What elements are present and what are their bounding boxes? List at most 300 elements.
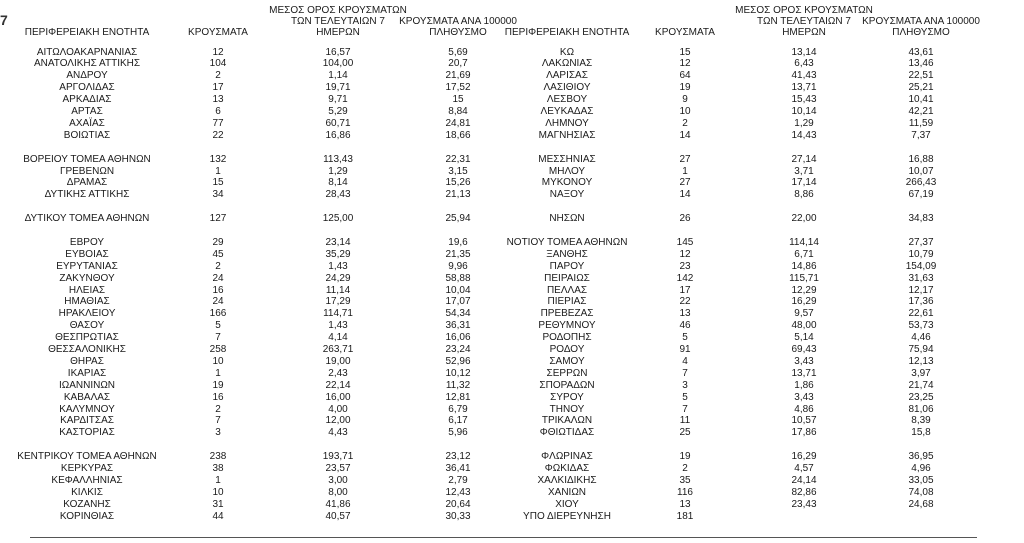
left-row-26-col-0: ΚΑΒΑΛΑΣ <box>63 391 111 403</box>
right-row-17-col-0: ΠΕΛΛΑΣ <box>546 284 588 296</box>
left-row-3-col-1: 17 <box>212 82 224 94</box>
right-row-14-col-1: 12 <box>679 248 691 260</box>
left-row-30-col-3: 23,12 <box>445 451 471 463</box>
right-row-16-col-3: 31,63 <box>908 272 934 284</box>
right-row-9-col-0: ΜΗΛΟΥ <box>548 165 586 177</box>
right-row-15-col-1: 23 <box>679 260 691 272</box>
right-row-21-col-2: 5,14 <box>794 332 814 344</box>
right-row-35-col-0: ΥΠΟ ΔΙΕΡΕΥΝΗΣΗ <box>523 510 611 522</box>
left-row-9-col-1: 1 <box>215 165 221 177</box>
left-row-14-col-0: ΕΥΒΟΙΑΣ <box>65 248 109 260</box>
right-row-17-col-1: 17 <box>679 284 691 296</box>
right-row-18-col-3: 17,36 <box>908 296 934 308</box>
right-row-28-col-3: 8,39 <box>911 415 931 427</box>
right-row-5-col-2: 10,14 <box>791 106 817 117</box>
right-row-5-col-3: 42,21 <box>908 106 934 117</box>
right-row-33-col-2: 82,86 <box>791 486 817 498</box>
left-row-5-col-2: 5,29 <box>328 106 348 117</box>
right-row-27-col-0: ΤΗΝΟΥ <box>549 403 585 415</box>
left-row-16-col-3: 58,88 <box>445 272 471 284</box>
right-header-col-0 <box>505 27 629 38</box>
right-row-17-col-3: 12,17 <box>908 284 934 296</box>
left-row-20-col-0: ΘΑΣΟΥ <box>69 320 105 332</box>
left-row-18-col-2: 17,29 <box>325 296 351 308</box>
left-row-32-col-0: ΚΕΦΑΛΛΗΝΙΑΣ <box>51 474 123 486</box>
right-row-4-col-3: 10,41 <box>908 94 934 106</box>
left-header-col-2-line-1: ΤΩΝ ΤΕΛΕΥΤΑΙΩΝ 7 <box>291 16 385 27</box>
left-row-15-col-3: 9,96 <box>448 260 468 272</box>
left-row-8-col-2: 113,43 <box>323 153 353 165</box>
right-row-28-col-1: 11 <box>679 415 691 427</box>
left-row-11-col-0: ΔΥΤΙΚΗΣ ΑΤΤΙΚΗΣ <box>44 189 130 201</box>
left-row-34-col-1: 31 <box>212 498 224 510</box>
right-row-31-col-0: ΦΩΚΙΔΑΣ <box>544 463 590 474</box>
right-row-28-col-2: 10,57 <box>791 415 817 427</box>
left-header-col-3-line-0: ΚΡΟΥΣΜΑΤΑ ΑΝΑ 100000 <box>399 16 517 27</box>
right-row-16-col-2: 115,71 <box>789 272 819 284</box>
right-row-16-col-0: ΠΕΙΡΑΙΩΣ <box>544 272 590 284</box>
left-row-31-col-3: 36,41 <box>445 463 471 474</box>
right-row-17-col-2: 12,29 <box>791 284 817 296</box>
left-row-9-col-2: 1,29 <box>328 165 348 177</box>
left-row-15-col-1: 2 <box>215 260 221 272</box>
left-row-27-col-0: ΚΑΛΥΜΝΟΥ <box>59 403 115 415</box>
right-row-33-col-3: 74,08 <box>908 486 934 498</box>
left-row-12-col-3: 25,94 <box>445 213 471 225</box>
left-row-10-col-1: 15 <box>212 177 224 189</box>
right-row-15-col-3: 154,09 <box>905 260 937 272</box>
right-row-29-col-0: ΦΘΙΩΤΙΔΑΣ <box>539 427 595 439</box>
right-row-31-col-2: 4,57 <box>794 463 814 474</box>
left-header-col-0 <box>25 27 149 38</box>
right-row-21-col-3: 4,46 <box>911 332 931 344</box>
left-row-7-col-0: ΒΟΙΩΤΙΑΣ <box>63 129 111 141</box>
left-row-23-col-2: 19,00 <box>325 355 351 367</box>
left-row-11-col-1: 34 <box>212 189 224 201</box>
right-row-14-col-0: ΞΑΝΘΗΣ <box>546 248 588 260</box>
left-row-18-col-3: 17,07 <box>445 296 471 308</box>
right-row-0-col-3: 43,61 <box>908 46 934 58</box>
right-header-col-1-line-0: ΚΡΟΥΣΜΑΤΑ <box>655 27 715 38</box>
left-row-11-col-2: 28,43 <box>325 189 351 201</box>
right-header-col-1 <box>655 27 715 38</box>
right-row-15-col-2: 14,86 <box>791 260 817 272</box>
right-row-0-col-0: ΚΩ <box>559 46 575 58</box>
left-row-6-col-3: 24,81 <box>445 117 471 129</box>
left-header-col-2-line-2: ΗΜΕΡΩΝ <box>316 27 360 38</box>
right-row-23-col-3: 12,13 <box>908 355 934 367</box>
right-header-col-0-line-0: ΠΕΡΙΦΕΡΕΙΑΚΗ ΕΝΟΤΗΤΑ <box>504 27 630 38</box>
left-row-18-col-0: ΗΜΑΘΙΑΣ <box>64 296 110 308</box>
left-row-25-col-2: 22,14 <box>325 379 351 391</box>
right-row-20-col-2: 48,00 <box>791 320 817 332</box>
left-row-1-col-2: 104,00 <box>322 58 354 70</box>
left-row-29-col-0: ΚΑΣΤΟΡΙΑΣ <box>59 427 115 439</box>
right-row-30-col-2: 16,29 <box>791 451 817 463</box>
left-row-27-col-3: 6,79 <box>448 403 468 415</box>
right-row-2-col-0: ΛΑΡΙΣΑΣ <box>546 70 588 82</box>
left-row-31-col-0: ΚΕΡΚΥΡΑΣ <box>60 463 114 474</box>
left-row-4-col-0: ΑΡΚΑΔΙΑΣ <box>62 94 112 106</box>
right-row-8-col-3: 16,88 <box>908 153 934 165</box>
left-row-32-col-3: 2,79 <box>448 474 468 486</box>
left-header-col-2 <box>269 5 407 38</box>
right-row-21-col-1: 5 <box>682 332 688 344</box>
left-row-5-col-3: 8,84 <box>448 106 468 117</box>
left-row-10-col-0: ΔΡΑΜΑΣ <box>66 177 108 189</box>
left-row-10-col-2: 8,14 <box>328 177 348 189</box>
right-row-30-col-0: ΦΛΩΡΙΝΑΣ <box>541 451 593 463</box>
right-row-13-col-1: 145 <box>676 236 694 248</box>
right-row-19-col-1: 13 <box>679 308 691 320</box>
left-row-33-col-3: 12,43 <box>445 486 471 498</box>
left-row-4-col-2: 9,71 <box>328 94 348 106</box>
left-row-0-col-1: 12 <box>212 46 224 58</box>
right-row-13-col-2: 114,14 <box>789 236 819 248</box>
left-row-11-col-3: 21,13 <box>445 189 471 201</box>
right-row-30-col-1: 19 <box>679 451 691 463</box>
right-row-3-col-2: 13,71 <box>791 82 817 94</box>
left-row-35-col-2: 40,57 <box>325 510 351 522</box>
right-row-1-col-2: 6,43 <box>794 58 814 70</box>
left-row-1-col-1: 104 <box>209 58 227 70</box>
right-row-14-col-2: 6,71 <box>794 248 814 260</box>
left-row-21-col-3: 16,06 <box>445 332 471 344</box>
left-row-24-col-0: ΙΚΑΡΙΑΣ <box>67 367 107 379</box>
right-row-2-col-1: 64 <box>679 70 691 82</box>
left-row-23-col-0: ΘΗΡΑΣ <box>70 355 104 367</box>
left-row-17-col-0: ΗΛΕΙΑΣ <box>68 284 106 296</box>
left-row-19-col-2: 114,71 <box>323 308 353 320</box>
left-row-32-col-1: 1 <box>215 474 221 486</box>
left-row-16-col-0: ΖΑΚΥΝΘΟΥ <box>59 272 115 284</box>
right-row-19-col-0: ΠΡΕΒΕΖΑΣ <box>540 308 594 320</box>
left-row-14-col-2: 35,29 <box>325 248 351 260</box>
right-row-26-col-0: ΣΥΡΟΥ <box>550 391 584 403</box>
left-row-12-col-2: 125,00 <box>322 213 354 225</box>
right-row-8-col-1: 27 <box>679 153 691 165</box>
left-row-2-col-2: 1,14 <box>328 70 348 82</box>
right-row-24-col-0: ΣΕΡΡΩΝ <box>546 367 588 379</box>
left-row-28-col-3: 6,17 <box>448 415 468 427</box>
right-row-9-col-3: 10,07 <box>908 165 934 177</box>
right-row-7-col-3: 7,37 <box>911 129 931 141</box>
left-row-35-col-3: 30,33 <box>445 510 471 522</box>
right-row-33-col-0: ΧΑΝΙΩΝ <box>547 486 587 498</box>
left-row-8-col-3: 22,31 <box>445 153 471 165</box>
right-row-2-col-2: 41,43 <box>791 70 817 82</box>
left-row-27-col-1: 2 <box>215 403 221 415</box>
right-row-24-col-2: 13,71 <box>791 367 817 379</box>
right-row-12-col-1: 26 <box>679 213 691 225</box>
left-row-9-col-3: 3,15 <box>448 165 468 177</box>
right-row-18-col-0: ΠΙΕΡΙΑΣ <box>547 296 587 308</box>
right-row-4-col-1: 9 <box>682 94 688 106</box>
right-row-25-col-2: 1,86 <box>794 379 814 391</box>
right-row-35-col-1: 181 <box>676 510 694 522</box>
right-row-2-col-3: 22,51 <box>908 70 934 82</box>
right-row-32-col-1: 35 <box>679 474 691 486</box>
left-row-7-col-3: 18,66 <box>445 129 471 141</box>
right-row-5-col-0: ΛΕΥΚΑΔΑΣ <box>540 106 594 117</box>
right-row-24-col-1: 7 <box>682 367 688 379</box>
right-row-3-col-3: 25,21 <box>908 82 934 94</box>
right-row-27-col-1: 7 <box>682 403 688 415</box>
right-row-31-col-3: 4,96 <box>911 463 931 474</box>
right-row-34-col-3: 24,68 <box>908 498 934 510</box>
left-row-24-col-1: 1 <box>215 367 221 379</box>
left-row-21-col-2: 4,14 <box>328 332 348 344</box>
right-row-27-col-2: 4,86 <box>794 403 814 415</box>
right-header-col-3 <box>862 16 980 38</box>
left-row-12-col-0: ΔΥΤΙΚΟΥ ΤΟΜΕΑ ΑΘΗΝΩΝ <box>24 213 150 225</box>
left-row-20-col-2: 1,43 <box>328 320 348 332</box>
right-row-19-col-2: 9,57 <box>794 308 814 320</box>
left-row-2-col-3: 21,69 <box>445 70 471 82</box>
left-row-21-col-0: ΘΕΣΠΡΩΤΙΑΣ <box>55 332 119 344</box>
left-row-0-col-0: ΑΙΤΩΛΟΑΚΑΡΝΑΝΙΑΣ <box>36 46 138 58</box>
left-row-30-col-0: ΚΕΝΤΡΙΚΟΥ ΤΟΜΕΑ ΑΘΗΝΩΝ <box>17 451 157 463</box>
left-row-3-col-3: 17,52 <box>445 82 471 94</box>
right-row-10-col-2: 17,14 <box>791 177 817 189</box>
left-row-3-col-2: 19,71 <box>325 82 351 94</box>
right-row-24-col-3: 3,97 <box>911 367 931 379</box>
left-row-28-col-1: 7 <box>215 415 221 427</box>
right-row-32-col-0: ΧΑΛΚΙΔΙΚΗΣ <box>537 474 597 486</box>
right-row-29-col-1: 25 <box>679 427 691 439</box>
right-row-11-col-3: 67,19 <box>908 189 934 201</box>
right-row-4-col-2: 15,43 <box>791 94 817 106</box>
right-row-20-col-1: 46 <box>679 320 691 332</box>
left-row-3-col-0: ΑΡΓΟΛΙΔΑΣ <box>59 82 115 94</box>
left-row-33-col-1: 10 <box>212 486 224 498</box>
right-row-29-col-3: 15,8 <box>911 427 931 439</box>
right-row-14-col-3: 10,79 <box>908 248 934 260</box>
left-row-9-col-0: ΓΡΕΒΕΝΩΝ <box>59 165 115 177</box>
left-row-13-col-2: 23,14 <box>325 236 351 248</box>
right-row-9-col-2: 3,71 <box>794 165 814 177</box>
right-row-23-col-0: ΣΑΜΟΥ <box>549 355 585 367</box>
left-row-22-col-2: 263,71 <box>322 344 354 355</box>
left-row-19-col-0: ΗΡΑΚΛΕΙΟΥ <box>58 308 116 320</box>
left-row-2-col-1: 2 <box>215 70 221 82</box>
left-row-5-col-1: 6 <box>215 106 221 117</box>
right-header-col-2-line-1: ΤΩΝ ΤΕΛΕΥΤΑΙΩΝ 7 <box>757 16 851 27</box>
right-row-12-col-3: 34,83 <box>908 213 934 225</box>
left-row-15-col-2: 1,43 <box>328 260 348 272</box>
right-row-1-col-0: ΛΑΚΩΝΙΑΣ <box>541 58 593 70</box>
right-row-3-col-1: 19 <box>679 82 691 94</box>
right-row-34-col-2: 23,43 <box>791 498 817 510</box>
left-row-20-col-3: 36,31 <box>445 320 471 332</box>
left-row-6-col-0: ΑΧΑΪΑΣ <box>69 117 105 129</box>
left-row-35-col-1: 44 <box>212 510 224 522</box>
left-row-25-col-1: 19 <box>212 379 224 391</box>
left-row-13-col-3: 19,6 <box>448 236 468 248</box>
left-row-5-col-0: ΑΡΤΑΣ <box>71 106 103 117</box>
left-row-6-col-2: 60,71 <box>325 117 351 129</box>
right-row-33-col-1: 116 <box>677 486 693 498</box>
left-row-25-col-0: ΙΩΑΝΝΙΝΩΝ <box>58 379 116 391</box>
page-marker: 7 <box>0 12 8 28</box>
left-row-15-col-0: ΕΥΡΥΤΑΝΙΑΣ <box>56 260 118 272</box>
right-header-col-3-line-0: ΚΡΟΥΣΜΑΤΑ ΑΝΑ 100000 <box>862 16 980 27</box>
right-row-6-col-3: 11,59 <box>908 117 934 129</box>
right-row-18-col-1: 22 <box>679 296 691 308</box>
left-row-32-col-2: 3,00 <box>328 474 348 486</box>
left-row-8-col-1: 132 <box>209 153 227 165</box>
right-row-9-col-1: 1 <box>682 165 688 177</box>
right-row-16-col-1: 142 <box>676 272 694 284</box>
right-row-28-col-0: ΤΡΙΚΑΛΩΝ <box>541 415 593 427</box>
right-row-12-col-2: 22,00 <box>791 213 817 225</box>
left-row-34-col-3: 20,64 <box>445 498 471 510</box>
left-row-7-col-2: 16,86 <box>325 129 351 141</box>
left-row-16-col-2: 24,29 <box>325 272 351 284</box>
right-row-32-col-3: 33,05 <box>908 474 934 486</box>
left-row-23-col-1: 10 <box>212 355 224 367</box>
left-row-6-col-1: 77 <box>212 117 224 129</box>
right-row-30-col-3: 36,95 <box>908 451 934 463</box>
left-row-28-col-0: ΚΑΡΔΙΤΣΑΣ <box>60 415 114 427</box>
right-row-29-col-2: 17,86 <box>791 427 817 439</box>
right-header-col-2-line-0: ΜΕΣΟΣ ΟΡΟΣ ΚΡΟΥΣΜΑΤΩΝ <box>735 5 873 16</box>
right-row-19-col-3: 22,61 <box>908 308 934 320</box>
left-row-16-col-1: 24 <box>212 272 224 284</box>
right-row-21-col-0: ΡΟΔΟΠΗΣ <box>542 332 592 344</box>
right-row-20-col-0: ΡΕΘΥΜΝΟΥ <box>538 320 596 332</box>
left-row-26-col-2: 16,00 <box>325 391 351 403</box>
right-row-34-col-0: ΧΙΟΥ <box>555 498 579 510</box>
right-row-34-col-1: 13 <box>679 498 691 510</box>
right-header-col-3-line-1: ΠΛΗΘΥΣΜΟ <box>892 27 950 38</box>
left-row-17-col-2: 11,14 <box>325 284 351 296</box>
left-row-17-col-1: 16 <box>212 284 224 296</box>
left-header-col-3 <box>399 16 517 38</box>
left-row-30-col-1: 238 <box>209 451 227 463</box>
left-row-14-col-3: 21,35 <box>445 248 471 260</box>
left-row-21-col-1: 7 <box>215 332 221 344</box>
left-row-13-col-1: 29 <box>212 236 224 248</box>
left-row-0-col-2: 16,57 <box>325 46 351 58</box>
left-row-28-col-2: 12,00 <box>325 415 351 427</box>
right-row-13-col-3: 27,37 <box>908 236 934 248</box>
left-row-4-col-1: 13 <box>212 94 224 106</box>
left-row-22-col-1: 258 <box>209 344 227 355</box>
left-row-19-col-1: 166 <box>209 308 227 320</box>
left-row-33-col-0: ΚΙΛΚΙΣ <box>71 486 103 498</box>
right-row-6-col-1: 2 <box>682 117 688 129</box>
left-row-27-col-2: 4,00 <box>328 403 348 415</box>
left-header-col-2-line-0: ΜΕΣΟΣ ΟΡΟΣ ΚΡΟΥΣΜΑΤΩΝ <box>269 5 407 16</box>
right-row-13-col-0: ΝΟΤΙΟΥ ΤΟΜΕΑ ΑΘΗΝΩΝ <box>506 236 628 248</box>
left-row-4-col-3: 15 <box>452 94 464 106</box>
left-row-33-col-2: 8,00 <box>328 486 348 498</box>
right-table-bottom-rule <box>540 537 977 538</box>
right-header-col-2 <box>735 5 873 38</box>
right-row-23-col-1: 4 <box>682 355 688 367</box>
left-row-14-col-1: 45 <box>212 248 224 260</box>
right-row-8-col-0: ΜΕΣΣΗΝΙΑΣ <box>538 153 596 165</box>
right-row-10-col-3: 266,43 <box>905 177 937 189</box>
left-row-35-col-0: ΚΟΡΙΝΘΙΑΣ <box>59 510 115 522</box>
left-row-24-col-2: 2,43 <box>328 367 348 379</box>
right-row-22-col-3: 75,94 <box>908 344 934 355</box>
right-row-5-col-1: 10 <box>679 106 691 117</box>
left-row-8-col-0: ΒΟΡΕΙΟΥ ΤΟΜΕΑ ΑΘΗΝΩΝ <box>23 153 151 165</box>
right-row-1-col-1: 12 <box>679 58 691 70</box>
right-row-11-col-1: 14 <box>679 189 691 201</box>
right-row-26-col-1: 5 <box>682 391 688 403</box>
right-row-12-col-0: ΝΗΣΩΝ <box>549 213 585 225</box>
left-row-1-col-3: 20,7 <box>448 58 468 70</box>
right-row-7-col-2: 14,43 <box>791 129 817 141</box>
right-row-26-col-2: 3,43 <box>794 391 814 403</box>
right-row-22-col-2: 69,43 <box>791 344 817 355</box>
left-row-24-col-3: 10,12 <box>445 367 471 379</box>
right-row-22-col-1: 91 <box>679 344 691 355</box>
left-header-col-1 <box>188 27 248 38</box>
right-row-15-col-0: ΠΑΡΟΥ <box>549 260 585 272</box>
right-row-0-col-2: 13,14 <box>791 46 817 58</box>
right-row-1-col-3: 13,46 <box>908 58 934 70</box>
left-row-18-col-1: 24 <box>212 296 224 308</box>
right-row-8-col-2: 27,14 <box>791 153 817 165</box>
left-row-29-col-1: 3 <box>215 427 221 439</box>
right-row-7-col-0: ΜΑΓΝΗΣΙΑΣ <box>538 129 596 141</box>
right-row-22-col-0: ΡΟΔΟΥ <box>549 344 585 355</box>
left-row-29-col-2: 4,43 <box>328 427 348 439</box>
right-row-10-col-0: ΜΥΚΟΝΟΥ <box>541 177 593 189</box>
right-row-25-col-3: 21,74 <box>908 379 934 391</box>
right-row-11-col-0: ΝΑΞΟΥ <box>549 189 585 201</box>
right-row-20-col-3: 53,73 <box>908 320 934 332</box>
right-row-27-col-3: 81,06 <box>908 403 934 415</box>
right-row-26-col-3: 23,25 <box>908 391 934 403</box>
left-row-20-col-1: 5 <box>215 320 221 332</box>
left-row-19-col-3: 54,34 <box>445 308 471 320</box>
left-row-31-col-2: 23,57 <box>325 463 351 474</box>
left-row-13-col-0: ΕΒΡΟΥ <box>69 236 105 248</box>
left-row-7-col-1: 22 <box>212 129 224 141</box>
right-row-6-col-2: 1,29 <box>794 117 814 129</box>
left-row-22-col-3: 23,24 <box>445 344 471 355</box>
right-row-4-col-0: ΛΕΣΒΟΥ <box>546 94 588 106</box>
left-row-23-col-3: 52,96 <box>445 355 471 367</box>
right-row-25-col-1: 3 <box>682 379 688 391</box>
right-row-10-col-1: 27 <box>679 177 691 189</box>
left-row-22-col-0: ΘΕΣΣΑΛΟΝΙΚΗΣ <box>48 344 126 355</box>
left-row-34-col-0: ΚΟΖΑΝΗΣ <box>63 498 111 510</box>
right-row-3-col-0: ΛΑΣΙΘΙΟΥ <box>543 82 591 94</box>
right-row-31-col-1: 2 <box>682 463 688 474</box>
left-row-17-col-3: 10,04 <box>445 284 471 296</box>
right-header-col-2-line-2: ΗΜΕΡΩΝ <box>782 27 826 38</box>
right-row-0-col-1: 15 <box>679 46 691 58</box>
left-row-0-col-3: 5,69 <box>448 46 468 58</box>
right-row-7-col-1: 14 <box>679 129 691 141</box>
left-header-col-1-line-0: ΚΡΟΥΣΜΑΤΑ <box>188 27 248 38</box>
right-row-23-col-2: 3,43 <box>794 355 814 367</box>
right-row-11-col-2: 8,86 <box>794 189 814 201</box>
right-row-25-col-0: ΣΠΟΡΑΔΩΝ <box>539 379 595 391</box>
left-row-30-col-2: 193,71 <box>322 451 354 463</box>
left-row-10-col-3: 15,26 <box>445 177 471 189</box>
left-header-col-0-line-0: ΠΕΡΙΦΕΡΕΙΑΚΗ ΕΝΟΤΗΤΑ <box>24 27 150 38</box>
left-row-12-col-1: 127 <box>209 213 227 225</box>
right-row-18-col-2: 16,29 <box>791 296 817 308</box>
right-row-6-col-0: ΛΗΜΝΟΥ <box>545 117 589 129</box>
